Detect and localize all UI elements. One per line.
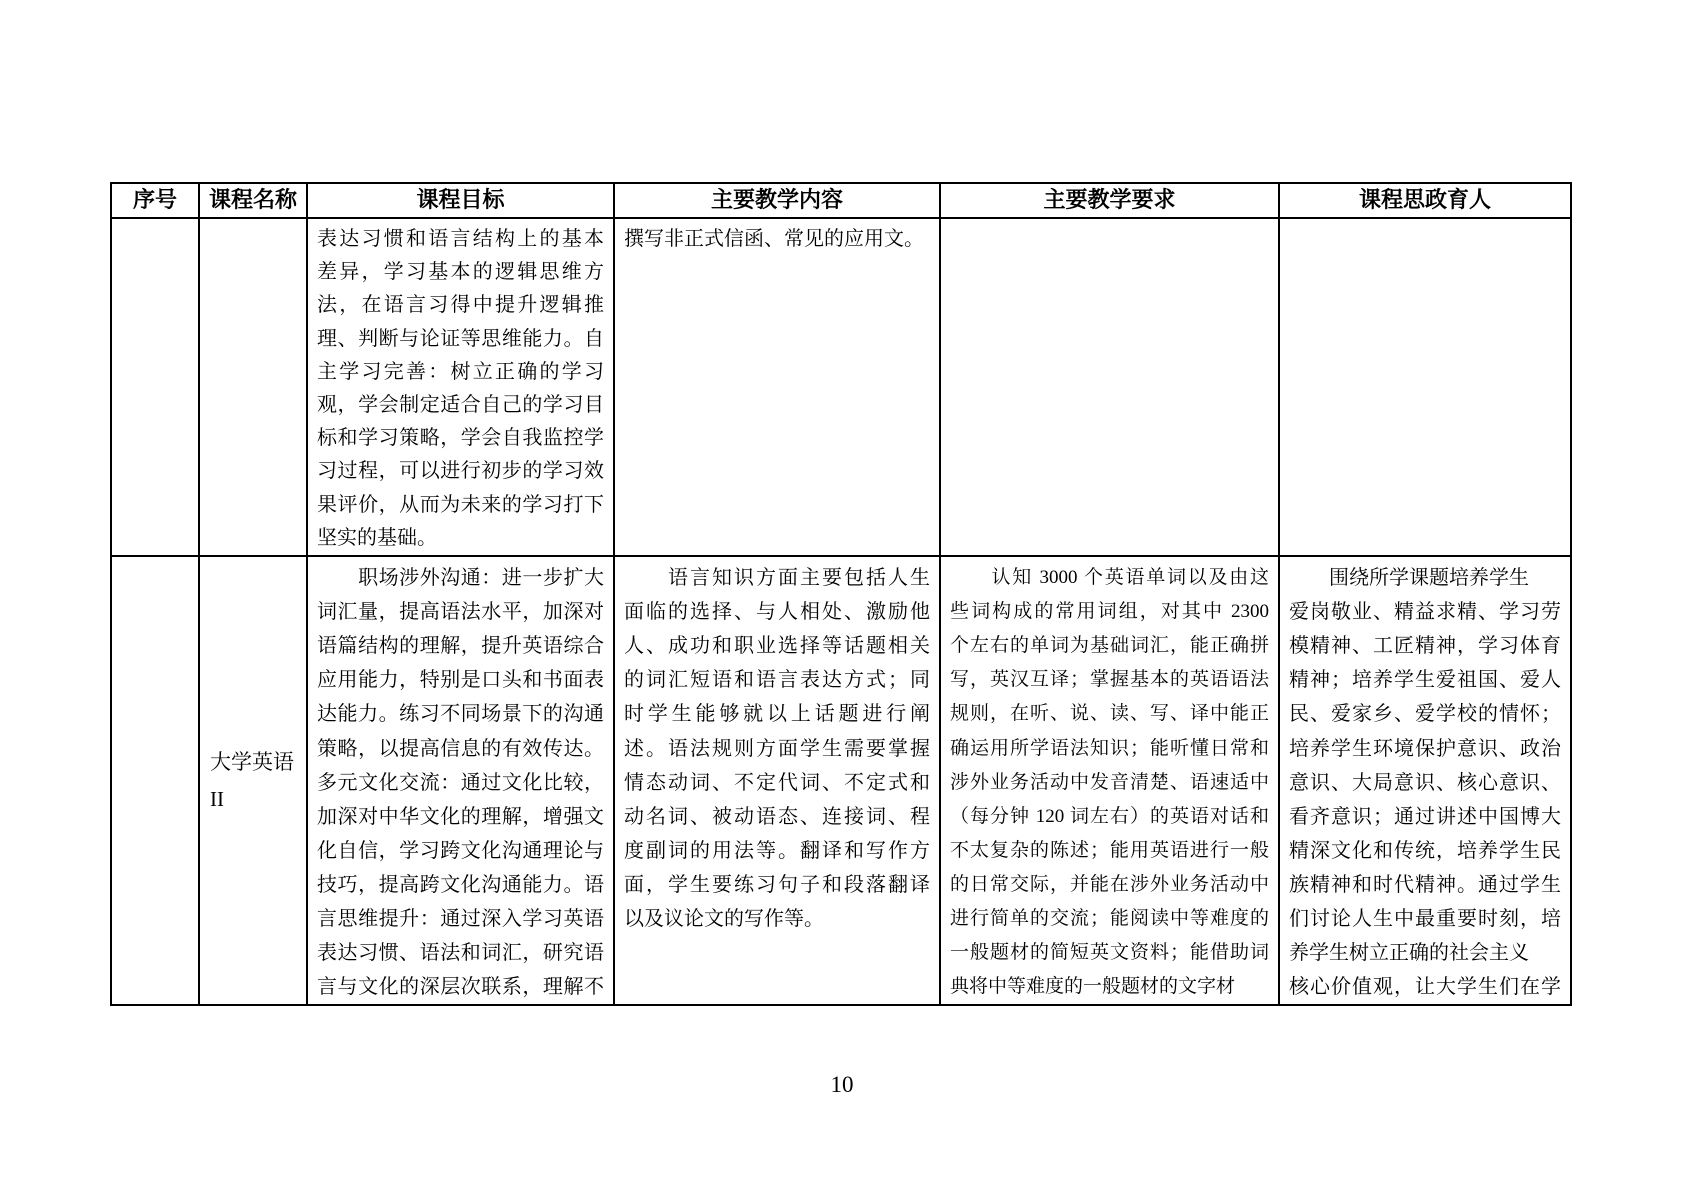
text-line: 精深文化和传统，培养学生民 bbox=[1289, 839, 1561, 862]
text-line: 一般题材的简短英文资料；能借助词 bbox=[950, 942, 1269, 964]
text-line: 表达习惯和语言结构上的基本 bbox=[317, 228, 604, 250]
text-line: 民、爱家乡、爱学校的情怀； bbox=[1289, 703, 1561, 726]
text-line: 认知 3000 个英语单词以及由这 bbox=[950, 567, 1269, 589]
text-line: 看齐意识；通过讲述中国博大 bbox=[1289, 805, 1561, 828]
cell-objectives-row2 bbox=[307, 556, 614, 1005]
text-line: 精神；培养学生爱祖国、爱人 bbox=[1289, 669, 1561, 692]
cell-seq-row2 bbox=[111, 556, 199, 1005]
text-line: 的日常交际，并能在涉外业务活动中 bbox=[950, 873, 1269, 895]
cell-ideology-row1 bbox=[1279, 218, 1571, 556]
text-line: 撰写非正式信函、常见的应用文。 bbox=[624, 228, 924, 250]
table-row-college-english-2 bbox=[111, 556, 1571, 1005]
text-line: 策略，以提高信息的有效传达。 bbox=[317, 737, 604, 760]
text-line: 典将中等难度的一般题材的文字材 bbox=[950, 976, 1236, 998]
text-line: 应用能力，特别是口头和书面表 bbox=[317, 669, 604, 692]
text-line: 达能力。练习不同场景下的沟通 bbox=[317, 703, 604, 726]
text-line: 化自信，学习跨文化沟通理论与 bbox=[317, 839, 604, 862]
text-line: 面临的选择、与人相处、激励他 bbox=[624, 601, 930, 624]
text-line: 度副词的用法等。翻译和写作方 bbox=[624, 839, 930, 862]
text-line: 时学生能够就以上话题进行阐 bbox=[624, 703, 930, 726]
cell-teaching-content-row1 bbox=[614, 218, 940, 556]
text-line: 加深对中华文化的理解，增强文 bbox=[317, 805, 604, 828]
text-line: 坚实的基础。 bbox=[317, 526, 437, 549]
table-row-continuation bbox=[111, 218, 1571, 556]
text-line: 言思维提升：通过深入学习英语 bbox=[317, 907, 604, 930]
text-line: 差异，学习基本的逻辑思维方 bbox=[317, 261, 604, 284]
text-line: 核心价值观，让大学生们在学 bbox=[1289, 976, 1561, 999]
text-line: （每分钟 120 词左右）的英语对话和 bbox=[950, 805, 1269, 827]
cell-teaching-content-row2 bbox=[614, 556, 940, 1005]
objectives-text-row1 bbox=[308, 219, 613, 555]
text-line: 些词构成的常用词组，对其中 2300 bbox=[950, 601, 1269, 623]
text-line: 爱岗敬业、精益求精、学习劳 bbox=[1289, 601, 1561, 624]
text-line: 职场涉外沟通：进一步扩大 bbox=[317, 567, 604, 590]
text-line: 情态动词、不定代词、不定式和 bbox=[624, 771, 930, 794]
course-name-text bbox=[200, 744, 306, 818]
text-line: 言与文化的深层次联系，理解不 bbox=[317, 976, 604, 999]
text-line: 模精神、工匠精神，学习体育 bbox=[1289, 635, 1561, 658]
text-line: 标和学习策略，学会自我监控学 bbox=[317, 427, 604, 450]
text-line: 围绕所学课题培养学生 bbox=[1289, 567, 1529, 590]
cell-course-name-row1 bbox=[199, 218, 307, 556]
table-header-row bbox=[111, 183, 1571, 218]
teaching-content-text-row2 bbox=[615, 557, 939, 936]
text-line: 们讨论人生中最重要时刻，培 bbox=[1289, 907, 1561, 930]
text-line: 的词汇短语和语言表达方式；同 bbox=[624, 669, 930, 692]
text-line: 进行简单的交流；能阅读中等难度的 bbox=[950, 907, 1269, 929]
text-line: 族精神和时代精神。通过学生 bbox=[1289, 873, 1561, 896]
text-line: 人、成功和职业选择等话题相关 bbox=[624, 635, 930, 658]
col-header-seq: 序号 bbox=[111, 183, 199, 218]
cell-course-name-row2 bbox=[199, 556, 307, 1005]
cell-seq-row1 bbox=[111, 218, 199, 556]
text-line: 多元文化交流：通过文化比较， bbox=[317, 771, 604, 794]
text-line: 以及议论文的写作等。 bbox=[624, 907, 824, 930]
text-line: 动名词、被动语态、连接词、程 bbox=[624, 805, 930, 828]
col-header-teaching-content: 主要教学内容 bbox=[614, 183, 940, 218]
cell-objectives-row1 bbox=[307, 218, 614, 556]
objectives-text-row2 bbox=[308, 557, 613, 1004]
text-line: 法，在语言习得中提升逻辑推 bbox=[317, 294, 604, 317]
cell-ideology-row2 bbox=[1279, 556, 1571, 1005]
col-header-objectives: 课程目标 bbox=[307, 183, 614, 218]
text-line: 意识、大局意识、核心意识、 bbox=[1289, 771, 1561, 794]
col-header-ideology: 课程思政育人 bbox=[1279, 183, 1571, 218]
text-line: 语篇结构的理解，提升英语综合 bbox=[317, 635, 604, 658]
text-line: 确运用所学语法知识；能听懂日常和 bbox=[950, 737, 1269, 759]
col-header-course-name: 课程名称 bbox=[199, 183, 307, 218]
teaching-requirements-text-row2 bbox=[941, 557, 1278, 1004]
text-line: 面，学生要练习句子和段落翻译 bbox=[624, 873, 930, 896]
text-line: 写，英汉互译；掌握基本的英语语法 bbox=[950, 669, 1269, 691]
text-line: 习过程，可以进行初步的学习效 bbox=[317, 460, 604, 483]
text-line: 语言知识方面主要包括人生 bbox=[624, 567, 930, 590]
ideology-text-row2 bbox=[1280, 557, 1570, 1004]
page-number: 10 bbox=[830, 1072, 854, 1097]
cell-teaching-requirements-row1 bbox=[940, 218, 1279, 556]
text-line: 规则，在听、说、读、写、译中能正 bbox=[950, 703, 1269, 725]
text-line: 观，学会制定适合自己的学习目 bbox=[317, 394, 604, 417]
text-line: 个左右的单词为基础词汇，能正确拼 bbox=[950, 635, 1269, 657]
text-line: 养学生树立正确的社会主义 bbox=[1289, 942, 1529, 965]
cell-teaching-requirements-row2 bbox=[940, 556, 1279, 1005]
text-line: 涉外业务活动中发音清楚、语速适中 bbox=[950, 771, 1269, 793]
text-line: 培养学生环境保护意识、政治 bbox=[1289, 737, 1561, 760]
text-line: 表达习惯、语法和词汇，研究语 bbox=[317, 942, 604, 965]
text-line: 词汇量，提高语法水平，加深对 bbox=[317, 601, 604, 624]
teaching-content-text-row1 bbox=[615, 219, 939, 256]
course-syllabus-table bbox=[110, 182, 1572, 1006]
text-line: 技巧，提高跨文化沟通能力。语 bbox=[317, 873, 604, 896]
text-line: 大学英语 bbox=[210, 749, 294, 774]
text-line: II bbox=[210, 786, 224, 811]
text-line: 主学习完善：树立正确的学习 bbox=[317, 360, 604, 383]
text-line: 果评价，从而为未来的学习打下 bbox=[317, 493, 604, 516]
text-line: 述。语法规则方面学生需要掌握 bbox=[624, 737, 930, 760]
text-line: 理、判断与论证等思维能力。自 bbox=[317, 327, 604, 350]
col-header-teaching-requirements: 主要教学要求 bbox=[940, 183, 1279, 218]
text-line: 不太复杂的陈述；能用英语进行一般 bbox=[950, 839, 1269, 861]
